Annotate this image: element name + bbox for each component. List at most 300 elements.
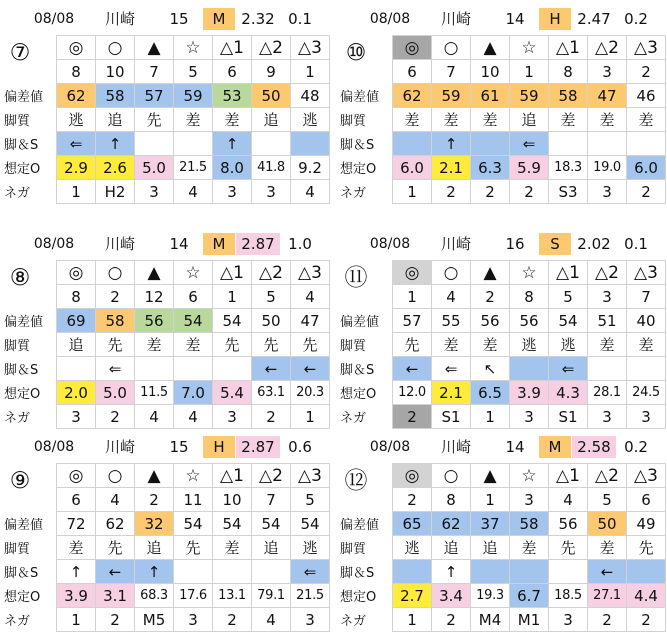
estimated-odds-cell: 7.0 xyxy=(174,381,213,405)
race-header xyxy=(336,230,666,256)
running-style-cell: 差 xyxy=(627,108,666,132)
mark-cell: △2 xyxy=(588,261,627,285)
pace-cell: ← xyxy=(252,357,291,381)
estimated-odds-cell: 6.5 xyxy=(471,381,510,405)
running-style-cell: 差 xyxy=(213,108,252,132)
deviation-cell: 59 xyxy=(432,84,471,108)
running-style-cell: 差 xyxy=(135,333,174,357)
mark-cell: △1 xyxy=(549,36,588,60)
mark-cell: △3 xyxy=(627,464,666,488)
negative-cell: 3 xyxy=(252,180,291,204)
mark-cell: △2 xyxy=(252,36,291,60)
negative-cell: 2 xyxy=(252,405,291,429)
negative-cell: 1 xyxy=(57,608,96,632)
race-grade-badge: M xyxy=(539,436,571,458)
deviation-cell: 46 xyxy=(627,84,666,108)
running-style-cell: 先 xyxy=(174,536,213,560)
prediction-table xyxy=(0,463,330,632)
pace-cell xyxy=(174,560,213,584)
pace-cell: ⇐ xyxy=(510,132,549,156)
estimated-odds-cell: 21.5 xyxy=(291,584,330,608)
pace-cell: ⇐ xyxy=(96,357,135,381)
horse-number-cell: 4 xyxy=(96,488,135,512)
race-panel xyxy=(336,5,666,227)
estimated-odds-row xyxy=(0,156,330,180)
running-style-cell: 追 xyxy=(252,108,291,132)
horse-number-cell: 6 xyxy=(213,60,252,84)
race-panel xyxy=(0,230,330,452)
horse-number-cell: 6 xyxy=(174,285,213,309)
running-style-cell: 先 xyxy=(393,333,432,357)
pace-row xyxy=(0,560,330,584)
pace-cell xyxy=(174,357,213,381)
deviation-cell: 58 xyxy=(510,512,549,536)
pace-cell xyxy=(471,132,510,156)
estimated-odds-cell: 5.0 xyxy=(96,381,135,405)
deviation-cell: 57 xyxy=(393,309,432,333)
pace-cell xyxy=(174,132,213,156)
field-size: 16 xyxy=(505,235,525,253)
deviation-row xyxy=(336,309,666,333)
deviation-cell: 56 xyxy=(549,512,588,536)
row-label: 偏差値 xyxy=(4,315,44,330)
mark-cell: △1 xyxy=(213,464,252,488)
running-style-cell: 差 xyxy=(588,333,627,357)
negative-cell: 3 xyxy=(213,405,252,429)
mark-cell: ◎ xyxy=(393,261,432,285)
running-style-cell: 差 xyxy=(588,108,627,132)
horse-number-cell: 2 xyxy=(393,488,432,512)
deviation-cell: 58 xyxy=(549,84,588,108)
mark-cell: ▲ xyxy=(135,261,174,285)
mark-cell: ◎ xyxy=(57,36,96,60)
running-style-cell: 先 xyxy=(627,536,666,560)
pace-cell: ← xyxy=(96,560,135,584)
deviation-cell: 48 xyxy=(291,84,330,108)
row-label: ネガ xyxy=(340,186,367,201)
running-style-cell: 差 xyxy=(57,536,96,560)
deviation-cell: 54 xyxy=(291,512,330,536)
row-label: 偏差値 xyxy=(4,518,44,533)
pace-cell: ⇐ xyxy=(291,560,330,584)
race-panel xyxy=(336,230,666,452)
field-size: 15 xyxy=(169,10,189,28)
running-style-cell: 逃 xyxy=(393,536,432,560)
estimated-odds-cell: 18.5 xyxy=(549,584,588,608)
deviation-cell: 37 xyxy=(471,512,510,536)
negative-cell: 1 xyxy=(57,180,96,204)
field-size: 14 xyxy=(505,10,525,28)
gap-value: 0.1 xyxy=(624,235,648,253)
horse-number-cell: 10 xyxy=(96,60,135,84)
row-label: 偏差値 xyxy=(340,90,380,105)
horse-number-cell: 3 xyxy=(588,285,627,309)
pace-cell xyxy=(393,132,432,156)
race-date: 08/08 xyxy=(33,439,75,455)
horse-number-cell: 1 xyxy=(213,285,252,309)
running-style-cell: 差 xyxy=(393,108,432,132)
running-style-cell: 先 xyxy=(135,108,174,132)
mark-cell: △1 xyxy=(549,464,588,488)
estimated-odds-cell: 2.1 xyxy=(432,156,471,180)
estimated-odds-cell: 41.8 xyxy=(252,156,291,180)
horse-number-cell: 4 xyxy=(432,285,471,309)
running-style-cell: 逃 xyxy=(549,333,588,357)
estimated-odds-cell: 5.0 xyxy=(135,156,174,180)
mark-cell: △2 xyxy=(252,464,291,488)
negative-cell: M4 xyxy=(471,608,510,632)
pace-cell: ↑ xyxy=(135,560,174,584)
horse-number-cell: 1 xyxy=(510,60,549,84)
running-style-cell: 追 xyxy=(471,536,510,560)
estimated-odds-cell: 21.5 xyxy=(174,156,213,180)
negative-cell: 2 xyxy=(96,608,135,632)
running-style-cell: 差 xyxy=(549,108,588,132)
mark-cell: ○ xyxy=(96,36,135,60)
running-style-cell: 逃 xyxy=(57,108,96,132)
estimated-odds-cell: 19.0 xyxy=(588,156,627,180)
race-venue: 川崎 xyxy=(104,438,135,456)
pace-cell: ← xyxy=(291,357,330,381)
negative-cell: 4 xyxy=(135,405,174,429)
pace-cell: ↑ xyxy=(57,560,96,584)
pace-cell xyxy=(627,357,666,381)
mark-cell: △3 xyxy=(291,261,330,285)
horse-number-cell: 4 xyxy=(291,285,330,309)
running-style-cell: 追 xyxy=(96,108,135,132)
mark-cell: ☆ xyxy=(510,261,549,285)
mark-cell: ▲ xyxy=(135,464,174,488)
pace-cell xyxy=(213,357,252,381)
mark-row xyxy=(0,464,330,488)
negative-cell: 2 xyxy=(213,608,252,632)
negative-cell: 4 xyxy=(174,405,213,429)
mark-cell: △1 xyxy=(213,261,252,285)
row-label: 脚＆S xyxy=(4,566,39,581)
deviation-cell: 54 xyxy=(252,512,291,536)
race-header xyxy=(336,433,666,459)
running-style-cell: 追 xyxy=(135,536,174,560)
negative-cell: 3 xyxy=(627,405,666,429)
deviation-cell: 56 xyxy=(471,309,510,333)
row-label xyxy=(336,36,393,60)
horse-number-cell: 7 xyxy=(627,285,666,309)
gap-value: 0.6 xyxy=(288,438,312,456)
horse-number-cell: 5 xyxy=(174,60,213,84)
mark-cell: ☆ xyxy=(510,464,549,488)
deviation-cell: 62 xyxy=(393,84,432,108)
deviation-cell: 53 xyxy=(213,84,252,108)
deviation-cell: 54 xyxy=(174,309,213,333)
deviation-row xyxy=(0,512,330,536)
negative-row xyxy=(336,405,666,429)
index-value: 2.02 xyxy=(577,235,611,253)
horse-number-cell: 11 xyxy=(174,488,213,512)
race-grade-badge: H xyxy=(203,436,235,458)
horse-number-cell: 5 xyxy=(291,488,330,512)
row-label xyxy=(0,261,57,285)
mark-cell: △3 xyxy=(291,36,330,60)
negative-cell: 4 xyxy=(252,608,291,632)
estimated-odds-cell: 2.6 xyxy=(96,156,135,180)
negative-cell: 3 xyxy=(549,608,588,632)
race-number: ⑫ xyxy=(344,468,368,494)
deviation-cell: 58 xyxy=(96,309,135,333)
row-label: 脚質 xyxy=(4,542,31,557)
row-label xyxy=(336,464,393,488)
negative-row xyxy=(336,608,666,632)
estimated-odds-cell: 8.0 xyxy=(213,156,252,180)
deviation-cell: 49 xyxy=(627,512,666,536)
horse-number-cell: 10 xyxy=(471,60,510,84)
running-style-cell: 差 xyxy=(471,108,510,132)
mark-cell: △3 xyxy=(627,261,666,285)
deviation-cell: 50 xyxy=(252,309,291,333)
deviation-row xyxy=(336,84,666,108)
negative-cell: M5 xyxy=(135,608,174,632)
estimated-odds-cell: 3.4 xyxy=(432,584,471,608)
estimated-odds-cell: 2.7 xyxy=(393,584,432,608)
estimated-odds-cell: 13.1 xyxy=(213,584,252,608)
negative-cell: 4 xyxy=(174,180,213,204)
mark-cell: △2 xyxy=(588,464,627,488)
horse-number-cell: 2 xyxy=(627,60,666,84)
gap-value: 0.1 xyxy=(288,10,312,28)
mark-cell: ▲ xyxy=(471,36,510,60)
gap-value: 0.2 xyxy=(624,10,648,28)
deviation-row xyxy=(0,309,330,333)
estimated-odds-cell: 68.3 xyxy=(135,584,174,608)
row-label: 脚質 xyxy=(4,339,31,354)
running-style-cell: 逃 xyxy=(291,108,330,132)
gap-value: 0.2 xyxy=(624,438,648,456)
deviation-cell: 69 xyxy=(57,309,96,333)
mark-cell: ☆ xyxy=(510,36,549,60)
row-label: 偏差値 xyxy=(4,90,44,105)
running-style-cell: 逃 xyxy=(291,536,330,560)
pace-cell: ← xyxy=(588,560,627,584)
estimated-odds-cell: 6.0 xyxy=(393,156,432,180)
mark-row xyxy=(336,36,666,60)
deviation-cell: 58 xyxy=(96,84,135,108)
pace-cell xyxy=(510,357,549,381)
row-label: 想定O xyxy=(340,387,377,402)
estimated-odds-cell: 5.4 xyxy=(213,381,252,405)
horse-number-cell: 5 xyxy=(549,285,588,309)
deviation-cell: 56 xyxy=(510,309,549,333)
race-venue: 川崎 xyxy=(104,10,135,28)
field-size: 14 xyxy=(169,235,189,253)
race-panel xyxy=(0,433,330,633)
prediction-table xyxy=(0,35,330,204)
running-style-row xyxy=(336,536,666,560)
row-label: ネガ xyxy=(340,614,367,629)
race-number: ⑩ xyxy=(345,40,367,66)
negative-cell: 4 xyxy=(291,180,330,204)
row-label: 脚質 xyxy=(340,542,367,557)
pace-cell: ↑ xyxy=(96,132,135,156)
race-header xyxy=(336,5,666,31)
row-label: 想定O xyxy=(340,162,377,177)
negative-cell: 2 xyxy=(510,180,549,204)
race-venue: 川崎 xyxy=(440,235,471,253)
row-label xyxy=(0,285,57,309)
horse-number-cell: 5 xyxy=(252,285,291,309)
race-venue: 川崎 xyxy=(440,10,471,28)
horse-number-row xyxy=(336,488,666,512)
field-size: 15 xyxy=(169,438,189,456)
estimated-odds-cell: 24.5 xyxy=(627,381,666,405)
pace-cell xyxy=(627,560,666,584)
estimated-odds-cell: 4.4 xyxy=(627,584,666,608)
row-label: 脚＆S xyxy=(4,363,39,378)
index-value: 2.58 xyxy=(572,436,616,458)
running-style-cell: 追 xyxy=(57,333,96,357)
estimated-odds-row xyxy=(0,381,330,405)
negative-cell: S1 xyxy=(549,405,588,429)
race-number: ⑧ xyxy=(9,265,31,291)
mark-cell: △2 xyxy=(252,261,291,285)
horse-number-row xyxy=(0,60,330,84)
deviation-cell: 72 xyxy=(57,512,96,536)
estimated-odds-cell: 2.1 xyxy=(432,381,471,405)
estimated-odds-cell: 2.0 xyxy=(57,381,96,405)
row-label: 想定O xyxy=(340,590,377,605)
pace-row xyxy=(336,357,666,381)
deviation-cell: 59 xyxy=(510,84,549,108)
mark-cell: ○ xyxy=(432,464,471,488)
negative-cell: 3 xyxy=(291,608,330,632)
horse-number-cell: 8 xyxy=(510,285,549,309)
horse-number-row xyxy=(0,285,330,309)
row-label: 想定O xyxy=(4,590,41,605)
race-panel xyxy=(0,5,330,227)
deviation-cell: 47 xyxy=(588,84,627,108)
running-style-cell: 差 xyxy=(174,108,213,132)
row-label xyxy=(0,36,57,60)
negative-cell: 3 xyxy=(135,180,174,204)
horse-number-cell: 6 xyxy=(627,488,666,512)
running-style-cell: 差 xyxy=(510,536,549,560)
horse-number-row xyxy=(0,488,330,512)
pace-cell xyxy=(213,560,252,584)
negative-cell: 3 xyxy=(588,405,627,429)
negative-cell: 3 xyxy=(510,405,549,429)
running-style-cell: 差 xyxy=(432,333,471,357)
horse-number-cell: 8 xyxy=(549,60,588,84)
estimated-odds-cell: 2.9 xyxy=(57,156,96,180)
running-style-cell: 先 xyxy=(96,333,135,357)
mark-row xyxy=(0,261,330,285)
mark-cell: ○ xyxy=(96,261,135,285)
negative-row xyxy=(0,180,330,204)
negative-cell: S1 xyxy=(432,405,471,429)
pace-cell xyxy=(510,560,549,584)
estimated-odds-cell: 12.0 xyxy=(393,381,432,405)
negative-cell: 3 xyxy=(213,180,252,204)
running-style-cell: 追 xyxy=(432,536,471,560)
horse-number-cell: 2 xyxy=(135,488,174,512)
negative-cell: M1 xyxy=(510,608,549,632)
negative-cell: 2 xyxy=(471,180,510,204)
mark-cell: ▲ xyxy=(471,464,510,488)
running-style-cell: 追 xyxy=(252,536,291,560)
pace-cell xyxy=(393,560,432,584)
race-header xyxy=(0,5,330,31)
estimated-odds-row xyxy=(336,381,666,405)
deviation-cell: 59 xyxy=(174,84,213,108)
estimated-odds-cell: 11.5 xyxy=(135,381,174,405)
pace-cell: ⇐ xyxy=(57,132,96,156)
horse-number-cell: 1 xyxy=(471,488,510,512)
horse-number-cell: 3 xyxy=(510,488,549,512)
row-label: 想定O xyxy=(4,387,41,402)
mark-cell: ○ xyxy=(432,36,471,60)
row-label: 脚＆S xyxy=(340,363,375,378)
horse-number-cell: 5 xyxy=(588,488,627,512)
deviation-cell: 32 xyxy=(135,512,174,536)
estimated-odds-cell: 20.3 xyxy=(291,381,330,405)
row-label xyxy=(0,488,57,512)
negative-cell: S3 xyxy=(549,180,588,204)
pace-cell xyxy=(135,132,174,156)
estimated-odds-cell: 27.1 xyxy=(588,584,627,608)
horse-number-cell: 2 xyxy=(96,285,135,309)
row-label: 偏差値 xyxy=(340,518,380,533)
prediction-table xyxy=(0,260,330,429)
deviation-cell: 54 xyxy=(174,512,213,536)
horse-number-cell: 6 xyxy=(57,488,96,512)
pace-cell xyxy=(135,357,174,381)
mark-cell: △1 xyxy=(213,36,252,60)
running-style-cell: 先 xyxy=(549,536,588,560)
negative-row xyxy=(0,405,330,429)
pace-row xyxy=(0,357,330,381)
running-style-row xyxy=(0,108,330,132)
running-style-cell: 追 xyxy=(510,108,549,132)
negative-cell: 2 xyxy=(432,608,471,632)
negative-cell: 2 xyxy=(627,608,666,632)
running-style-cell: 先 xyxy=(213,333,252,357)
race-number: ⑦ xyxy=(9,40,31,66)
pace-cell xyxy=(627,132,666,156)
running-style-cell: 差 xyxy=(627,333,666,357)
running-style-row xyxy=(336,333,666,357)
prediction-table xyxy=(336,35,666,204)
deviation-cell: 50 xyxy=(252,84,291,108)
negative-cell: 1 xyxy=(393,608,432,632)
pace-cell: ⇐ xyxy=(549,357,588,381)
running-style-cell: 差 xyxy=(432,108,471,132)
race-panel xyxy=(336,433,666,633)
estimated-odds-cell: 4.3 xyxy=(549,381,588,405)
row-label: 脚＆S xyxy=(340,138,375,153)
estimated-odds-cell: 3.9 xyxy=(510,381,549,405)
deviation-cell: 54 xyxy=(213,309,252,333)
estimated-odds-row xyxy=(336,156,666,180)
mark-row xyxy=(336,464,666,488)
pace-cell: ↑ xyxy=(213,132,252,156)
negative-cell: 2 xyxy=(588,608,627,632)
pace-row xyxy=(0,132,330,156)
race-grade-badge: H xyxy=(539,8,571,30)
race-date: 08/08 xyxy=(33,236,75,252)
deviation-row xyxy=(0,84,330,108)
row-label: 脚＆S xyxy=(340,566,375,581)
horse-number-cell: 3 xyxy=(588,60,627,84)
deviation-cell: 62 xyxy=(432,512,471,536)
row-label: 脚質 xyxy=(340,114,367,129)
